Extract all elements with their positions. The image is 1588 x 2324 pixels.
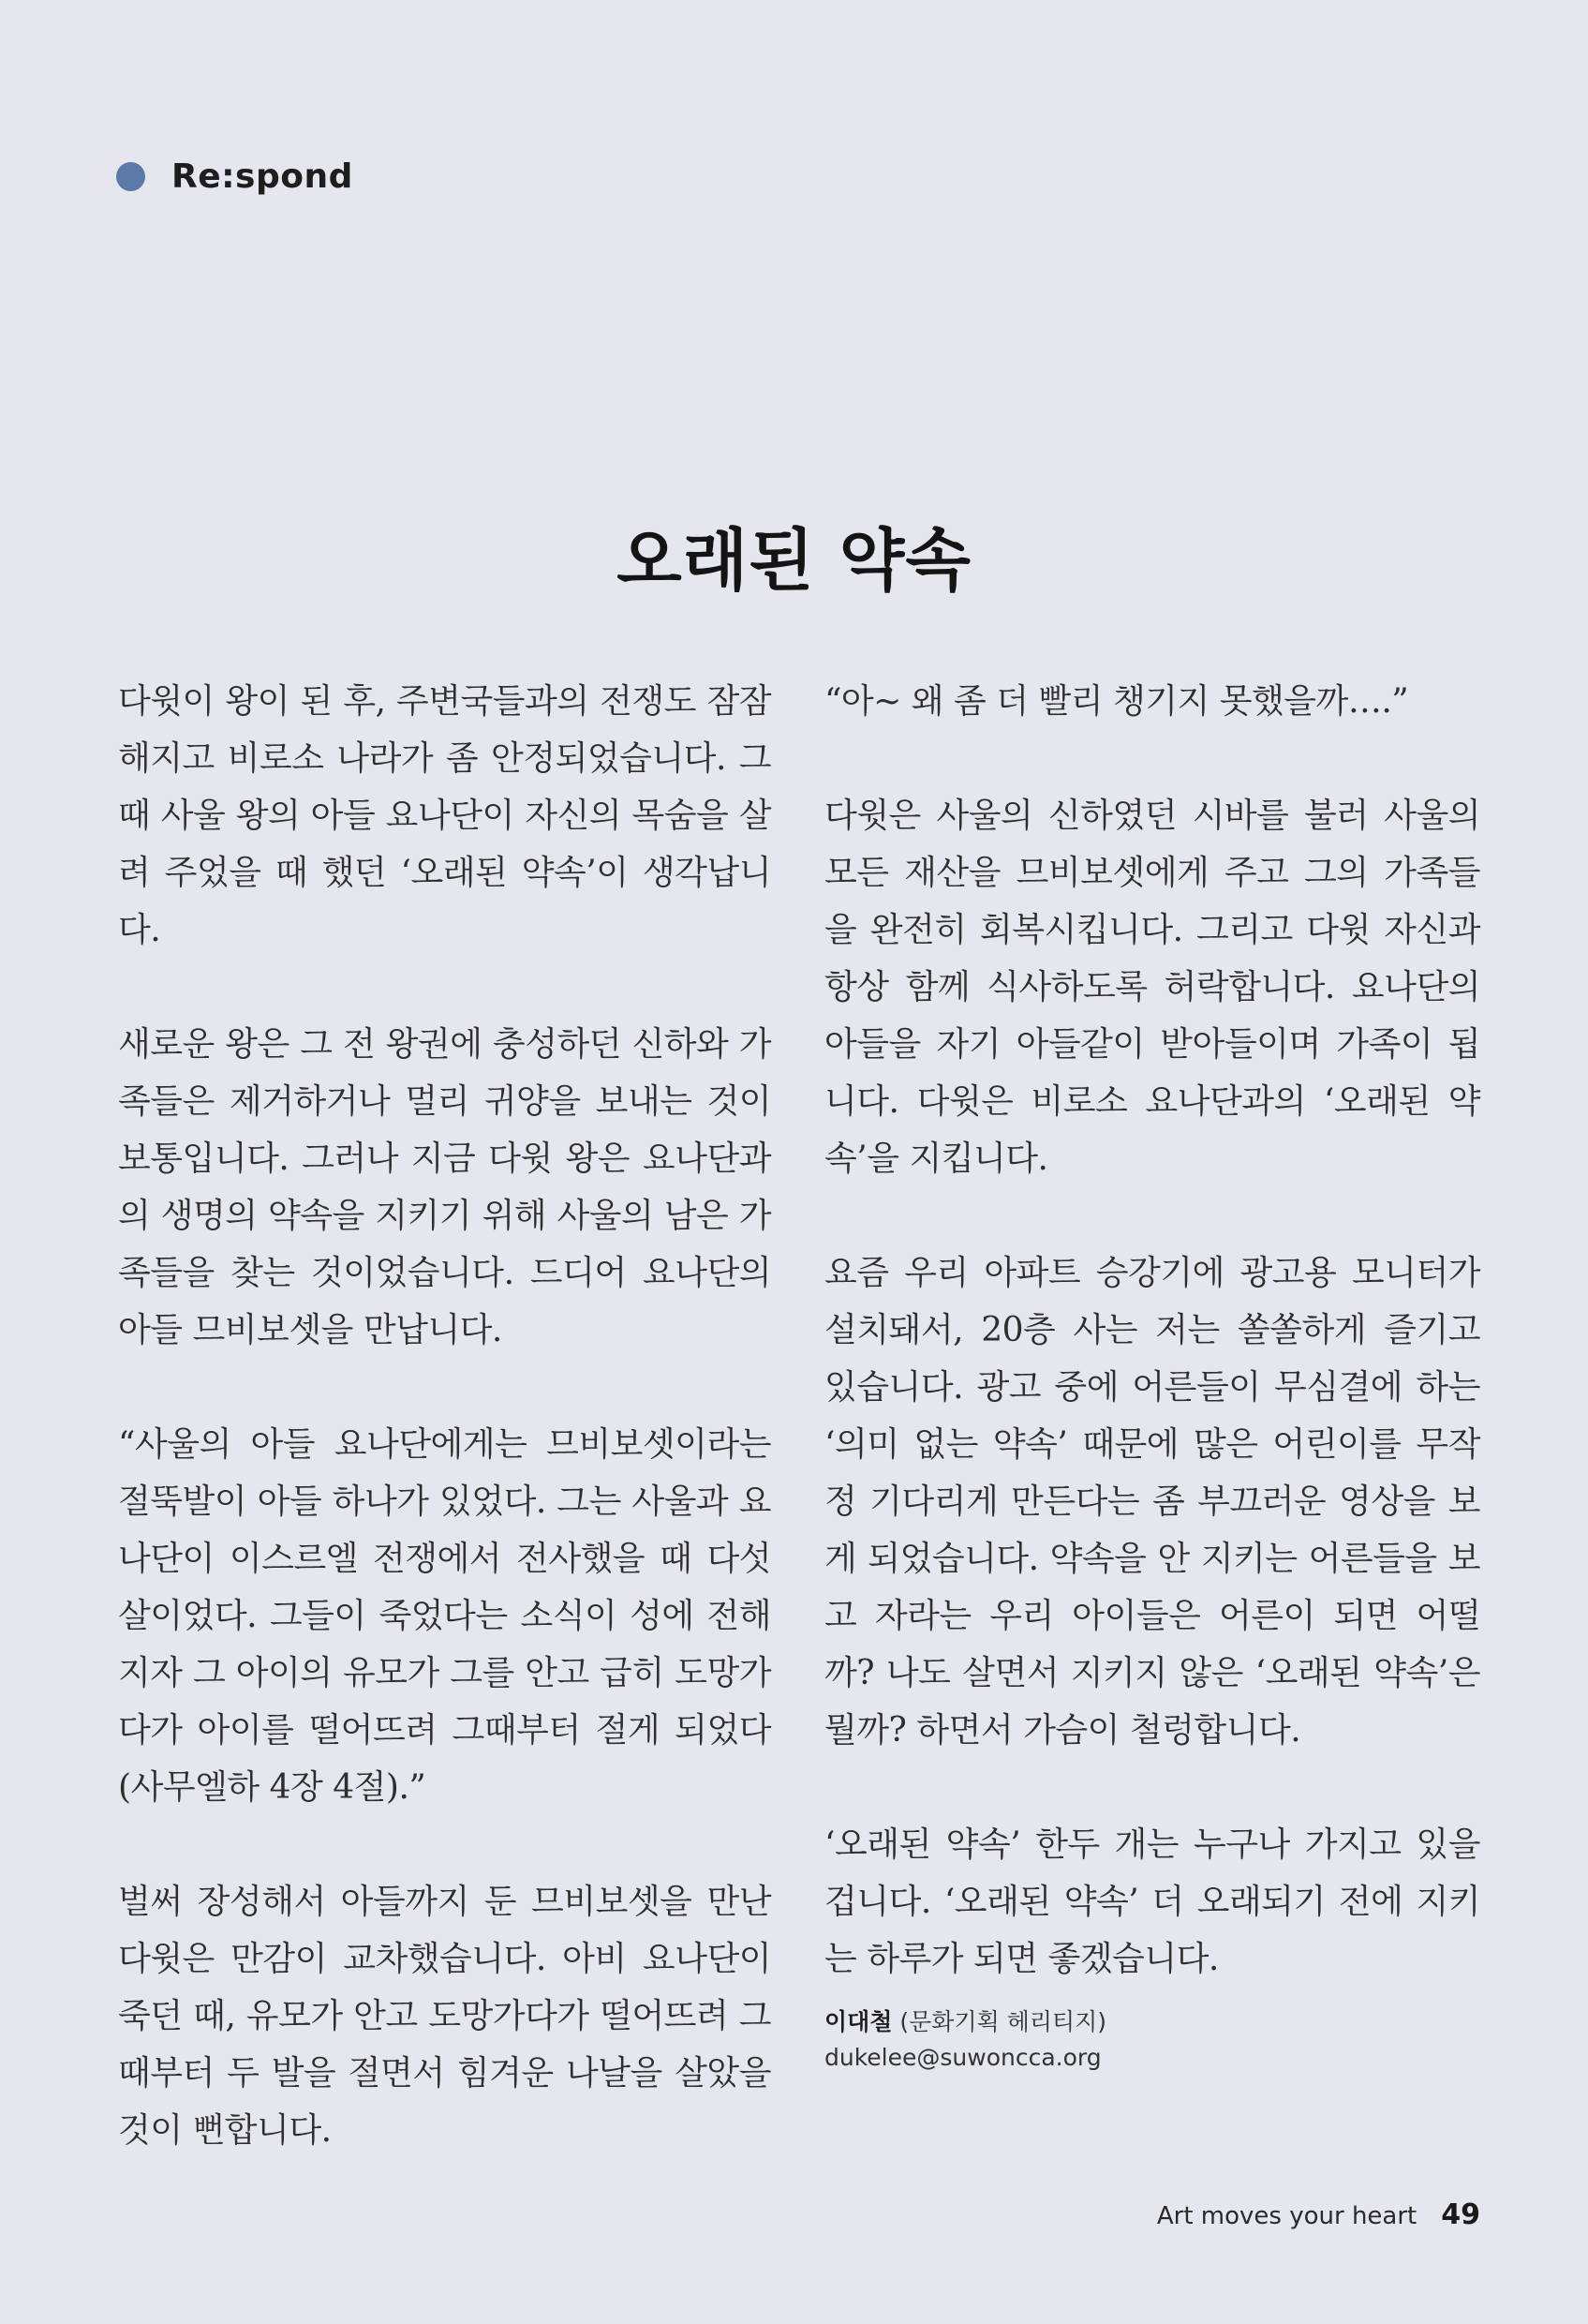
section-tag — [116, 157, 353, 196]
quote-paragraph: “아~ 왜 좀 더 빨리 챙기지 못했을까….” — [824, 682, 1409, 721]
paragraph: 요즘 우리 아파트 승강기에 광고용 모니터가 설치돼서, 20층 사는 저는 쏠쏠하게 즐기고 있습니다. 광고 중에 어른들이 무심결에 하는 ‘의미 없는 약속’ 때문에 많은 어린이를 무작정 기다리게 만든다는 좀 부끄러운 영상을 보게 되었습니다. 약속을 안 지키는 어른들을 보고 자라는 우리 아이들은 어른이 되면 어떨까? 나도 살면서 지키지 않은 ‘오래된 약속’은 뭘까? 하면서 가슴이 철렁합니다. — [824, 1254, 1480, 1750]
author-block — [824, 2004, 1480, 2076]
author-affiliation: (문화기획 헤리티지) — [899, 2008, 1107, 2035]
paragraph: 새로운 왕은 그 전 왕권에 충성하던 신하와 가족들은 제거하거나 멀리 귀양을 보내는 것이 보통입니다. 그러나 지금 다윗 왕은 요나단과의 생명의 약속을 지키기 위해 사울의 남은 가족들을 찾는 것이었습니다. 드디어 요나단의 아들 므비보셋을 만납니다. — [118, 1025, 771, 1349]
footer-tagline: Art moves your heart — [1156, 2202, 1417, 2230]
paragraph: 다윗이 왕이 된 후, 주변국들과의 전쟁도 잠잠해지고 비로소 나라가 좀 안정되었습니다. 그때 사울 왕의 아들 요나단이 자신의 목숨을 살려 주었을 때 했던 ‘오래된 약속’이 생각납니다. — [118, 682, 771, 949]
page-footer — [1157, 2198, 1480, 2231]
paragraph: 벌써 장성해서 아들까지 둔 므비보셋을 만난 다윗은 만감이 교차했습니다. 아비 요나단이 죽던 때, 유모가 안고 도망가다가 떨어뜨려 그때부터 두 발을 절면서 힘겨운 나날을 살았을 것이 뻔합니다. — [118, 1883, 771, 2150]
article-title: 오래된 약속 — [616, 521, 972, 600]
paragraph: 다윗은 사울의 신하였던 시바를 불러 사울의 모든 재산을 므비보셋에게 주고 그의 가족들을 완전히 회복시킵니다. 그리고 다윗 자신과 항상 함께 식사하도록 허락합니다. 요나단의 아들을 자기 아들같이 받아들이며 가족이 됩니다. 다윗은 비로소 요나단과의 ‘오래된 약속’을 지킵니다. — [824, 797, 1480, 1178]
author-email[interactable]: dukelee@suwoncca.org — [824, 2044, 1102, 2071]
paragraph: ‘오래된 약속’ 한두 개는 누구나 가지고 있을 겁니다. ‘오래된 약속’ 더 오래되기 전에 지키는 하루가 되면 좋겠습니다. — [824, 1825, 1480, 1978]
bullet-dot-icon — [116, 162, 145, 191]
quote-paragraph: “사울의 아들 요나단에게는 므비보셋이라는 절뚝발이 아들 하나가 있었다. 그는 사울과 요나단이 이스르엘 전쟁에서 전사했을 때 다섯 살이었다. 그들이 죽었다는 소식이 성에 전해지자 그 아이의 유모가 그를 안고 급히 도망가다가 아이를 떨어뜨려 그때부터 절게 되었다 (사무엘하 4장 4절).” — [118, 1425, 771, 1807]
left-column — [118, 673, 771, 2216]
right-column — [824, 673, 1480, 2076]
section-label: Re:spond — [171, 157, 353, 196]
author-name: 이대철 — [824, 2008, 893, 2035]
page-number: 49 — [1441, 2198, 1480, 2231]
